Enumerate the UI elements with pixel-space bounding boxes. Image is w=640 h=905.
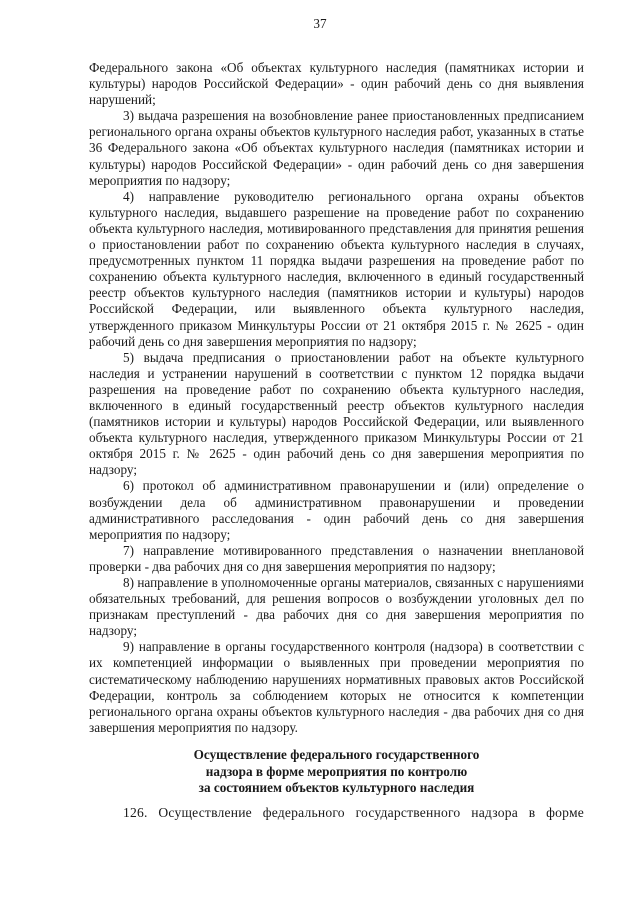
paragraph-item-9: 9) направление в органы государственного контроля (надзора) в соответствии с их компетенцией информации о выявленных при проведении мероприятия по систематическому наблюдению нарушениях нормативных правовых актов Российской Федерации, контроль за соблюдением которых не относится к компетенции регионального органа охраны объектов культурного наследия - два рабочих дня со дня завершения мероприятия по надзору. [89, 639, 584, 735]
page-number: 37 [313, 16, 327, 31]
paragraph-item-5: 5) выдача предписания о приостановлении работ на объекте культурного наследия и устранении нарушений в соответствии с пунктом 12 порядка выдачи разрешения на проведение работ по сохранению объекта культурного наследия, включенного в единый государственный реестр объектов культурного наследия (памятников истории и культуры) народов Российской Федерации, или выявленного объекта культурного наследия, утвержденного приказом Минкультуры России от 21 октября 2015 г. № 2625 - один рабочий день со дня завершения мероприятия по надзору; [89, 349, 584, 478]
paragraph-item-7: 7) направление мотивированного представления о назначении внеплановой проверки - два рабочих дня со дня завершения мероприятия по надзору; [89, 542, 584, 574]
paragraph-item-8: 8) направление в уполномоченные органы материалов, связанных с нарушениями обязательных требований, для решения вопросов о возбуждении уголовных дел по признакам преступлений - два рабочих дня со дня завершения мероприятия по надзору; [89, 575, 584, 639]
section-heading-line: за состоянием объектов культурного наследия [198, 780, 475, 795]
section-heading-line: Осуществление федерального государственного [193, 747, 480, 762]
document-body [89, 60, 584, 736]
paragraph-item-6: 6) протокол об административном правонарушении и (или) определение о возбуждении дела об административном правонарушении и проведении административного расследования - один рабочий день со дня завершения мероприятия по надзору; [89, 478, 584, 542]
paragraph-item-3: 3) выдача разрешения на возобновление ранее приостановленных предписанием регионального органа охраны объектов культурного наследия работ, указанных в статье 36 Федерального закона «Об объектах культурного наследия (памятниках истории и культуры) народов Российской Федерации» - один рабочий день со дня завершения мероприятия по надзору; [89, 108, 584, 188]
paragraph-continuation: Федерального закона «Об объектах культурного наследия (памятниках истории и культуры) народов Российской Федерации» - один рабочий день со дня выявления нарушений; [89, 60, 584, 108]
section-heading [89, 747, 584, 797]
paragraph-item-4: 4) направление руководителю регионального органа охраны объектов культурного наследия, выдавшего разрешение на проведение работ по сохранению объекта культурного наследия, мотивированного представления для принятия решения о приостановлении работ по сохранению объекта культурного наследия в случаях, предусмотренных пунктом 11 порядка выдачи разрешения на проведение работ по сохранению объекта культурного наследия, включенного в единый государственный реестр объектов культурного наследия (памятников истории и культуры) народов Российской Федерации, или выявленного объекта культурного наследия, утвержденного приказом Минкультуры России от 21 октября 2015 г. № 2625 - один рабочий день со дня завершения мероприятия по надзору; [89, 188, 584, 349]
paragraph-126: 126. Осуществление федерального государственного надзора в форме [123, 805, 584, 820]
section-heading-line: надзора в форме мероприятия по контролю [205, 763, 468, 779]
